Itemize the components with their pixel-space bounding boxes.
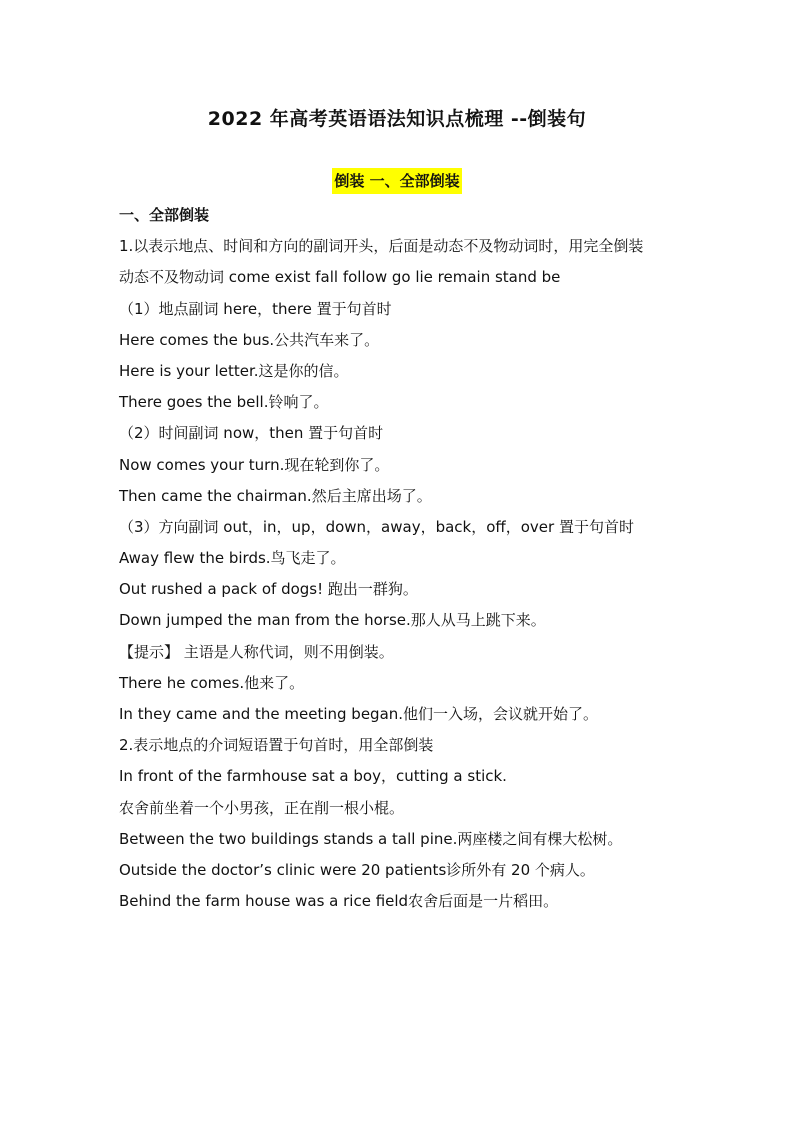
- example-line: Then came the chairman.然后主席出场了。: [119, 486, 432, 505]
- example-line: Behind the farm house was a rice field农舍后面是一片稻田。: [119, 892, 559, 911]
- example-line: Out rushed a pack of dogs! 跑出一群狗。: [119, 580, 418, 599]
- example-line: In front of the farmhouse sat a boy，cutting a stick.: [119, 767, 507, 786]
- rule-line: 1.以表示地点、时间和方向的副词开头，后面是动态不及物动词时，用完全倒装: [119, 237, 644, 256]
- example-line: Away flew the birds.鸟飞走了。: [119, 549, 346, 568]
- example-line: Here is your letter.这是你的信。: [119, 361, 349, 380]
- subrule-line: （3）方向副词 out，in，up，down，away，back，off，over 置于句首时: [119, 517, 634, 536]
- document-title: 2022 年高考英语语法知识点梳理 --倒装句: [207, 108, 587, 130]
- rule-line: 2.表示地点的介词短语置于句首时，用全部倒装: [119, 736, 434, 755]
- example-line: There he comes.他来了。: [119, 673, 305, 692]
- example-line: Between the two buildings stands a tall pine.两座楼之间有棵大松树。: [119, 829, 623, 848]
- translation-line: 农舍前坐着一个小男孩，正在削一根小棍。: [119, 798, 405, 817]
- section-heading: 一、全部倒装: [119, 206, 210, 224]
- example-line: There goes the bell.铃响了。: [119, 393, 329, 412]
- tip-line: 【提示】 主语是人称代词，则不用倒装。: [119, 642, 394, 661]
- example-line: Now comes your turn.现在轮到你了。: [119, 455, 390, 474]
- verb-list-line: 动态不及物动词 come exist fall follow go lie remain stand be: [119, 268, 561, 287]
- subrule-line: （2）时间副词 now，then 置于句首时: [119, 424, 384, 443]
- section-banner-row: [0, 168, 794, 194]
- document-body: [119, 200, 719, 917]
- example-line: Here comes the bus.公共汽车来了。: [119, 330, 380, 349]
- subrule-line: （1）地点副词 here，there 置于句首时: [119, 299, 392, 318]
- example-line: In they came and the meeting began.他们一入场，会议就开始了。: [119, 705, 599, 723]
- section-banner: 倒装 一、全部倒装: [332, 168, 461, 194]
- example-line: Outside the doctor’s clinic were 20 patients诊所外有 20 个病人。: [119, 860, 595, 879]
- example-line: Down jumped the man from the horse.那人从马上跳下来。: [119, 611, 546, 630]
